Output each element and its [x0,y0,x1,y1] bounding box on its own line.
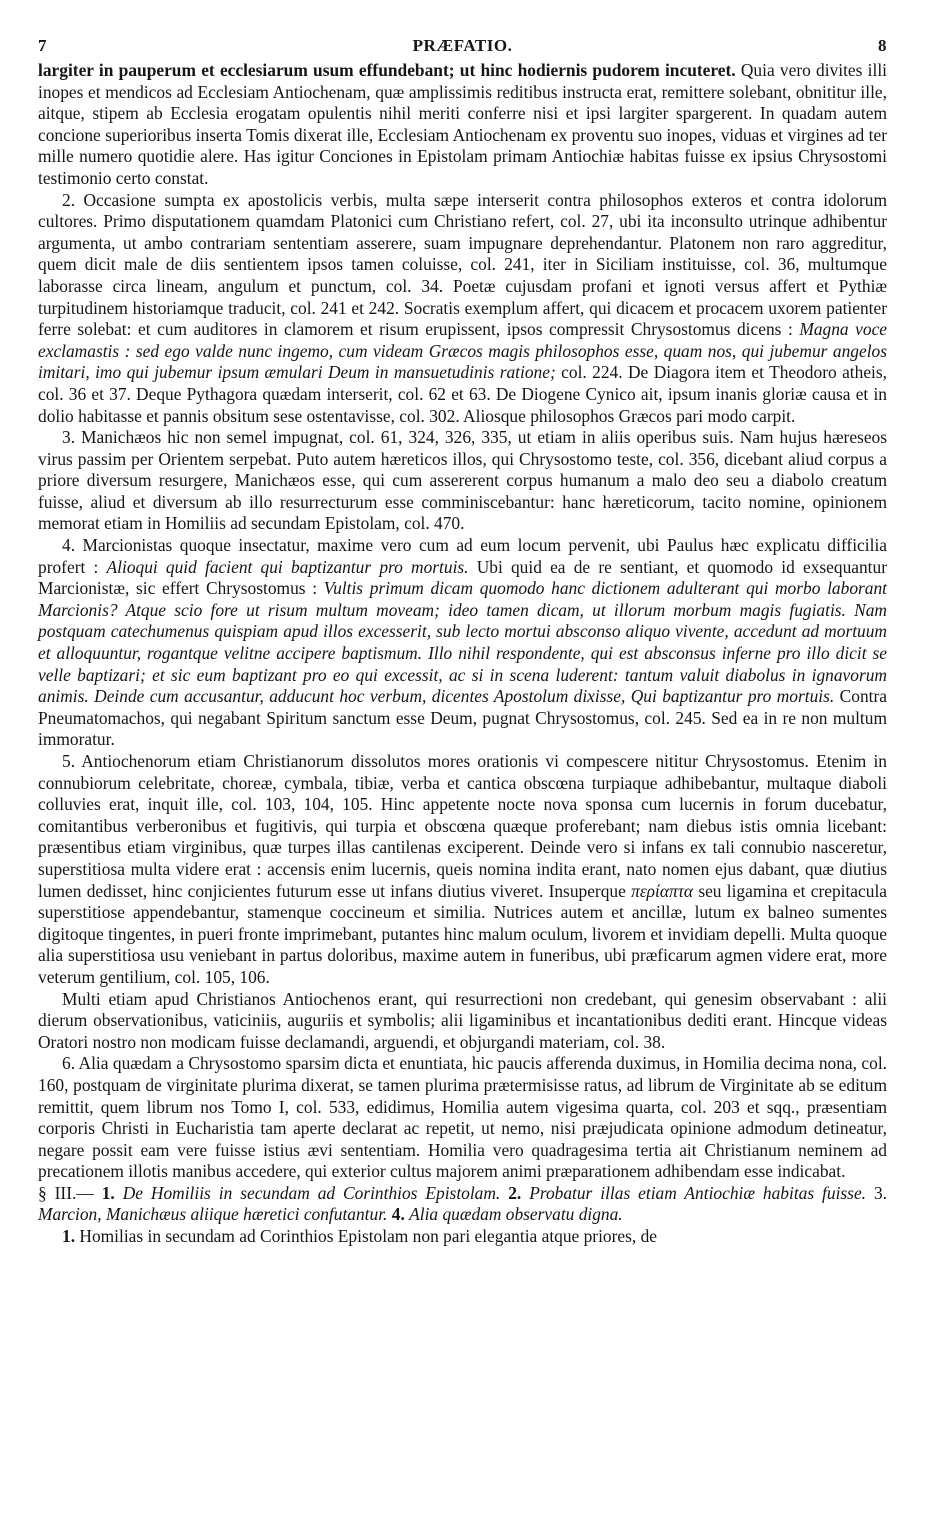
page-number-left: 7 [38,36,47,55]
text-segment: Alia quædam observatu digna. [409,1204,623,1225]
paragraph-5 [38,751,887,989]
paragraph-6 [38,1053,887,1183]
text-segment: Multi etiam apud Christianos Antiochenos erant, qui resurrectioni non credebant, qui genesim observabant : alii dierum observationibus, vaticiniis, auguriis et symbolis; alii ligaminibus et incantationibus dediti erant. Hincque videas Oratori nostro non modicam fuisse declamandi, arguendi, et objurgandi materiam, col. 38. [38,988,887,1052]
text-segment: 3. Manichæos hic non semel impugnat, col. 61, 324, 326, 335, ut etiam in aliis operibus suis. Nam hujus hæreseos virus passim per Orientem serpebat. Puto autem hæreticos illos, qui Chrysostomo teste, col. 356, dicebant aliud corpus a priore diversum resurgere, Manichæos esse, qui cum assererent corpus humanum a malo deo seu a diabolo creatum fuisse, aliud et diversum ab illo resurrecturum esse comminiscebantur: hanc hæreticorum, tacito nomine, opinionem memorat etiam in Homiliis ad secundam Epistolam, col. 470. [38,427,887,534]
text-segment: Quia vero divites illi inopes et mendicos ad Ecclesiam Antiochenam, quæ amplissimis reditibus instructa erat, remittere solebant, obnititur ille, aitque, stipem ab Ecclesia erogatam opulentis nihil meriti conferre nisi et ipsi largiter spargerent. In quadam autem concione superioribus inserta Tomis dixerat ille, Ecclesiam Antiochenam ex proventu suo inopes, viduas et virgines ad ter mille numero quotidie alere. Has igitur Conciones in Epistolam primam Antiochiæ habitas fuisse ex ipsius Chrysostomi testimonio certo constat. [38,60,887,188]
text-segment: 4. Marcionistas quoque insectatur, maxime vero cum ad eum locum pervenit, ubi Paulus hæc explicatu difficilia profert : [38,535,887,577]
text-segment: largiter in pauperum et ecclesiarum usum effundebant; ut hinc hodiernis pudorem incuteret. [38,60,741,80]
text-segment: De Homiliis in secundam ad Corinthios Epistolam. [122,1182,509,1203]
paragraph-4 [38,535,887,751]
paragraph-5b [38,989,887,1054]
paragraph-final [38,1226,887,1248]
body-text [38,60,887,1248]
text-segment: 1. [62,1226,80,1247]
text-segment: 2. [508,1182,530,1203]
text-segment: 2. Occasione sumpta ex apostolicis verbis, multa sæpe interserit contra philosophos exteros et contra idolorum cultores. Primo disputationem quamdam Platonici cum Christiano refert, col. 27, ubi ita inconsulto utrinque adhibentur argumenta, ut ambo contrariam sententiam asserere, suam impugnare deprehendantur. Platonem non raro aggreditur, quem dicit male de diis sentientem ipsos tamen coluisse, col. 241, iter in Siciliam instituisse, col. 36, multumque laborasse circa lineam, angulum et punctum, col. 34. Poetæ cujusdam profani et ignoti versus affert et Pythiæ turpitudinem historiamque traducit, col. 241 et 242. Socratis exemplum affert, qui dicacem et procacem uxorem patienter ferre solebat: et cum auditores in clamorem et risum erupissent, ipsos compressit Chrysostomus dicens : [38,189,887,340]
running-title: PRÆFATIO. [412,36,513,55]
text-segment: 3. [873,1182,887,1203]
text-segment: Marcion, Manichæus aliique hæretici confutantur. [38,1204,392,1225]
text-segment: Homilias in secundam ad Corinthios Epistolam non pari elegantia atque priores, de [79,1226,658,1247]
text-segment: Contra Pneumatomachos, qui negabant Spiritum sanctum esse Deum, pugnat Chrysostomus, col. 245. Sed ea in re non multum immoratur. [38,686,887,750]
text-segment: seu ligamina et crepitacula superstitiose appendebantur, stamenque coccineum et similia. Nutrices autem et ancillæ, lutum ex balneo sumentes digitoque tingentes, in pueri fronte imprimebant, putantes hinc malum oculum, livorem et invidiam depelli. Multa quoque alia superstitiosa usu veniebant in partus doloribus, maxime autem in funeribus, ubi præficarum agmen videre erat, more veterum gentilium, col. 105, 106. [38,880,887,987]
paragraph-2 [38,190,887,428]
text-segment: Probatur illas etiam Antiochiæ habitas fuisse. [529,1182,874,1203]
text-segment: 1. [101,1182,123,1203]
text-segment: 5. Antiochenorum etiam Christianorum dissolutos mores orationis vi compescere nititur Chrysostomus. Etenim in connubiorum celebritate, choreæ, cymbala, tibiæ, verba et cantica obscœna turpiaque adhibebantur, multaque diaboli colluvies erat, inquit ille, col. 103, 104, 105. Hinc appetente nocte nova sponsa cum lucernis in forum ducebatur, comitantibus verberonibus et fugitivis, qui turpia et obscœna quæque proferebant; nam diebus istis omnia licebant: præsentibus etiam virginibus, quæ turpes illas cantilenas exciperent. Deinde vero si infans ex tali connubio nasceretur, superstitiosa multa videre erat : accensis enim lucernis, queis nomina indita erant, nato nomen ejus dabant, quæ diutius lumen dedisset, hinc conjicientes futurum esse ut infans diutius viveret. Insuperque [38,751,887,901]
text-segment: 4. [391,1204,410,1225]
section-heading [38,1183,887,1226]
paragraph-continued [38,60,887,190]
text-segment: Ubi quid ea de re sentiant, et quomodo id exsequantur Marcionistæ, sic effert Chrysostomus : [38,556,887,599]
page-number-right: 8 [878,36,887,55]
text-segment: Vultis primum dicam quomodo hanc dictionem adulterant qui morbo laborant Marcionis? Atque scio fore ut risum multum moveam; ideo tamen dicam, ut illorum morbum magis fugiatis. Nam postquam catechumenus quispiam apud illos excesserit, sub lecto mortui absconso aliquo vivente, accedunt ad mortuum et alloquuntur, rogantque velitne accipere baptismum. Illo nihil respondente, qui est absconsus inferne pro illo dicit se velle baptizari; et sic eum baptizant pro eo qui excessit, ac si in scena luderent: tantum valuit diabolus in ignavorum animis. Deinde cum accusantur, adducunt hoc verbum, dicentes Apostolum dixisse, Qui baptizantur pro mortuis. [38,578,887,707]
text-segment: col. 224. De Diagora item et Theodoro atheis, col. 36 et 37. Deque Pythagora quædam interserit, col. 62 et 63. De Diogene Cynico ait, ipsum inanis gloriæ causa et in dolio habitasse et pannis obsitum sese ostentavisse, col. 302. Aliosque philosophos Græcos pari modo carpit. [38,362,887,426]
text-segment: 6. Alia quædam a Chrysostomo sparsim dicta et enuntiata, hic paucis afferenda duximus, in Homilia decima nona, col. 160, postquam de virginitate plurima dixerat, se tamen plurima prætermisisse ratus, ad librum de Virginitate ab se editum remittit, quem librum nos Tomo I, col. 533, edidimus, Homilia autem vigesima quarta, col. 203 et sqq., præsentiam corporis Christi in Eucharistia tam aperte declarat ac repetit, ut nemo, nisi præjudicata opinione admodum detineatur, negare possit eam vere fuisse istius ævi sententiam. Homilia vero quadragesima tertia ait Christianum neminem ad precationem illotis manibus accedere, qui exterior cultus majorem animi præparationem adhibendam esse indicabat. [38,1053,887,1182]
text-segment: § III.— [38,1182,102,1203]
text-segment: Alioqui quid facient qui baptizantur pro mortuis. [106,556,469,577]
text-segment: περίαπτα [631,880,694,901]
paragraph-3 [38,427,887,535]
text-segment: Magna voce exclamastis : sed ego valde nunc ingemo, cum videam Græcos magis philosophos esse, quam nos, qui jubemur angelos imitari, imo qui jubemur ipsum æmulari Deum in mansuetudinis ratione; [38,319,888,383]
running-header [38,36,887,60]
